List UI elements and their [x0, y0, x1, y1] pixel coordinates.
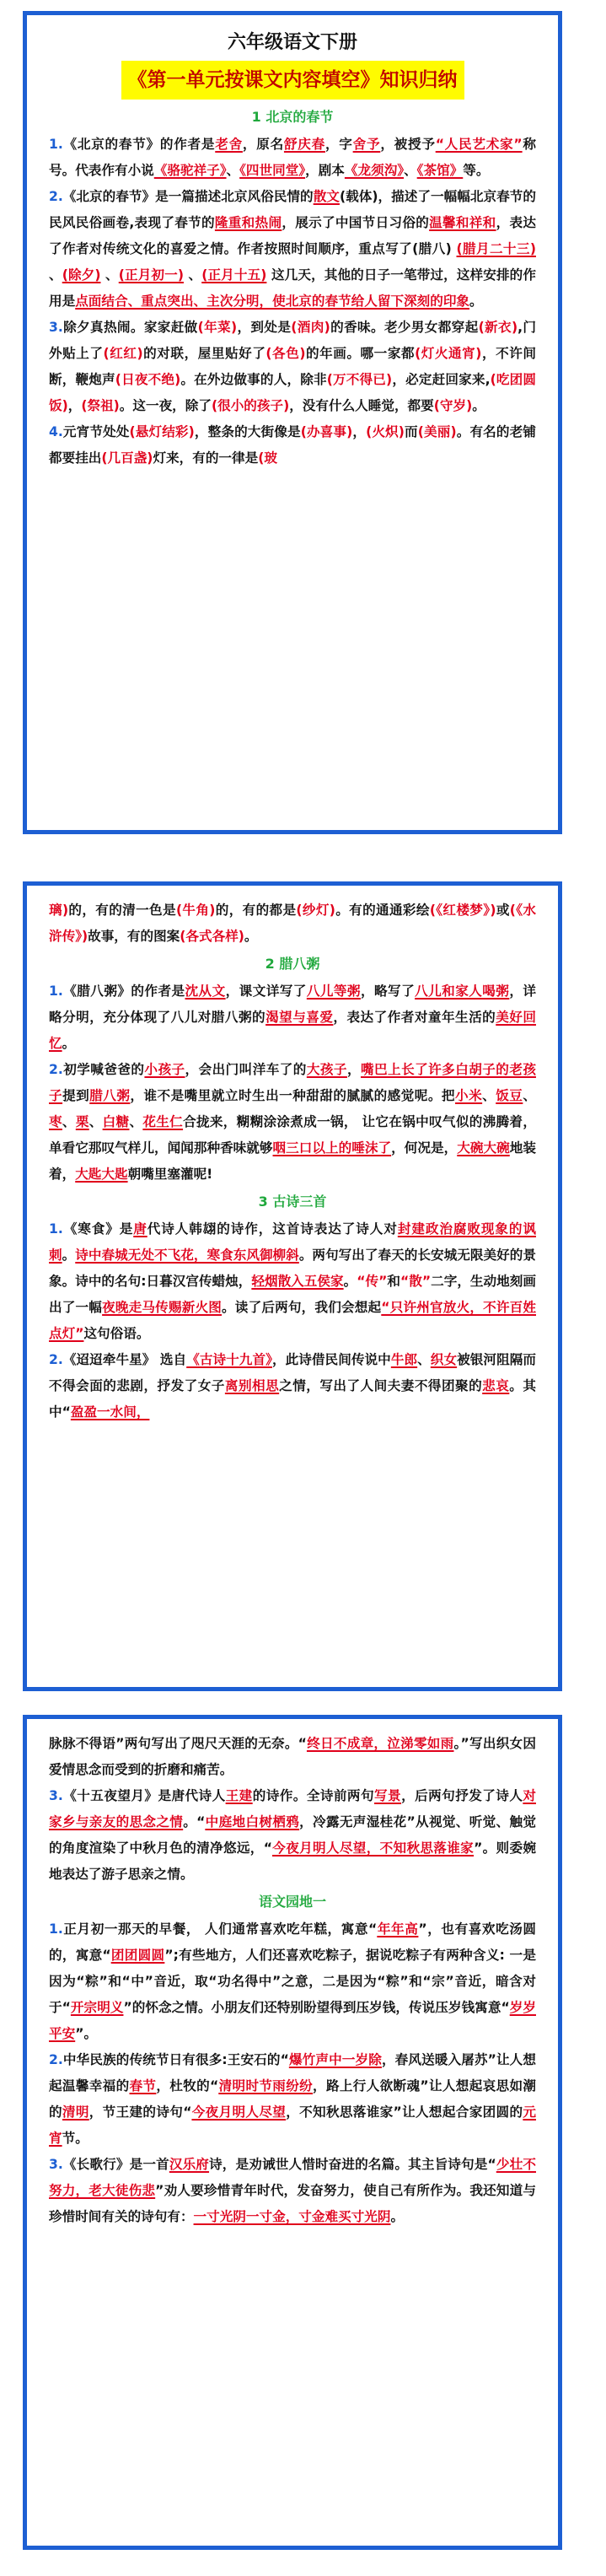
body-text: 二字，生动地刻画出了一幅 [49, 1274, 536, 1315]
item-number: 3. [49, 1788, 63, 1803]
answer-text: (玻 [258, 450, 277, 466]
body-text: 。“ [183, 1814, 206, 1830]
body-text: 之情，写出了人间夫妻不得团聚的 [279, 1378, 483, 1393]
fill-blank-paragraph [49, 1783, 536, 1888]
answer-text: (万不得已) [326, 372, 393, 387]
answer-text: “传” [357, 1274, 388, 1289]
answer-text: 诗中春城无处不飞花，寒食东风御柳斜 [75, 1248, 299, 1263]
body-text: 、 [523, 1088, 536, 1103]
answer-text: 老舍 [215, 137, 243, 152]
page-card-2 [23, 881, 562, 1691]
body-text: ，春风送暖入屠苏”让人想起温馨幸福的 [49, 2052, 536, 2094]
body-text: 合拢来，糊糊涂涂煮成一锅， 让它在锅中叹气似的沸腾着，单看它那叹气样儿，闻闻那种香味就够 [49, 1114, 536, 1156]
body-text: ， [346, 1062, 361, 1077]
answer-text: 清明 [62, 2104, 89, 2120]
body-text: 故事，有的图案 [88, 929, 180, 944]
body-text: ，到处是 [237, 320, 292, 335]
answer-text: 中庭地白树栖鸦 [205, 1814, 300, 1830]
body-text: 的香味。老少男女都穿起 [330, 320, 479, 335]
answer-text: 清明时节雨纷纷 [218, 2078, 314, 2094]
body-text: 元宵节处处 [62, 424, 130, 439]
answer-text: (很小的孩子) [211, 398, 290, 413]
answer-text: 美好回忆 [49, 1010, 536, 1051]
body-text: 朝嘴里塞灌呢! [127, 1167, 213, 1182]
body-text: 的，有的都是 [215, 903, 297, 918]
item-number: 3. [49, 2157, 63, 2172]
card-body [49, 1731, 536, 2230]
doc-title: 六年级语文下册 [227, 32, 357, 53]
body-text: ，节王建的诗句“ [88, 2104, 192, 2120]
body-text: ，字 [324, 137, 353, 152]
body-text: ， [67, 398, 82, 413]
item-number: 1. [49, 137, 63, 152]
answer-text: 牛郎 [390, 1352, 418, 1367]
fill-blank-paragraph [49, 897, 536, 950]
answer-text: 沈从文 [185, 984, 226, 999]
answer-text: 舍予 [352, 137, 381, 152]
body-text: 提到 [62, 1088, 90, 1103]
body-text: (载体)，描述了一幅幅北京春节的民风民俗画卷,表现了春节的 [49, 189, 536, 230]
answer-text: (灯火通宵) [415, 346, 482, 361]
answer-text: 舒庆春 [283, 137, 325, 152]
body-text: 的年画。哪一家都 [305, 346, 416, 361]
body-text: 称号。代表作有小说 [49, 137, 536, 178]
body-text: ， [352, 424, 367, 439]
answer-text: 白糖 [102, 1114, 130, 1129]
body-text: 地装着， [49, 1140, 536, 1182]
item-number: 2. [49, 2052, 63, 2067]
body-text: 或 [496, 903, 510, 918]
answer-text: “只许州官放火，不许百姓点灯” [49, 1300, 536, 1341]
body-text: ，会出门叫洋车了的 [185, 1062, 307, 1077]
body-text: 、 [49, 267, 62, 283]
body-text: ，表达了作者对传统文化的喜爱之情。作者按照时间顺序，重点写了(腊八) [49, 215, 536, 256]
item-number: 1. [49, 1221, 63, 1237]
section-heading: 语文园地一 [258, 1894, 326, 1910]
body-text: 。 [62, 1248, 76, 1263]
body-text: ，后两句抒发了诗人 [401, 1788, 523, 1803]
answer-text: 封建政治腐败现象的讽刺 [49, 1221, 536, 1263]
body-text: 、 [88, 1114, 103, 1129]
answer-text: 团团圆圆 [110, 1948, 165, 1963]
body-text: 。 [244, 929, 258, 944]
fill-blank-paragraph [49, 1347, 536, 1425]
body-text: 被银河阻隔而不得会面的悲剧，抒发了女子 [49, 1352, 536, 1393]
body-text: 。其中“ [49, 1378, 536, 1420]
doc-subtitle-banner [49, 61, 536, 100]
body-text: 。 [472, 398, 485, 413]
body-text: 。有的通通彩绘 [335, 903, 430, 918]
answer-text: 一寸光阴一寸金，寸金难买寸光阴 [193, 2209, 391, 2224]
body-text: ，详略分明，充分体现了八儿对腊八粥的 [49, 984, 536, 1025]
body-text: ，展示了中国节日习俗的 [282, 215, 430, 230]
body-text: 。有名的老铺都要挂出 [49, 424, 536, 466]
body-text: 这几天，其他的日子一笔带过，这样安排的作用是 [49, 267, 536, 309]
answer-text: 少壮不努力，老大徒伤悲 [49, 2157, 536, 2198]
answer-text: (除夕) [62, 267, 101, 283]
body-text: ，谁不是嘴里就立时生出一种甜甜的腻腻的感觉呢。把 [130, 1088, 455, 1103]
answer-text: (牛角) [175, 903, 216, 918]
body-text: 、 [62, 1114, 76, 1129]
fill-blank-paragraph [49, 2152, 536, 2230]
body-text: ，没有什么人睡觉，都要 [289, 398, 434, 413]
section-heading: 2 腊八粥 [265, 956, 320, 972]
body-text: 除夕真热闹。家家赶做 [62, 320, 198, 335]
answer-text: 今夜月明人尽望，不知秋思落谁家 [271, 1840, 475, 1856]
answer-text: 春节 [129, 2078, 157, 2094]
answer-text: 轻烟散入五侯家 [251, 1274, 344, 1289]
body-text: 和 [387, 1274, 400, 1289]
body-text: ”。 [75, 2026, 98, 2041]
body-text: 这句俗语。 [83, 1326, 150, 1341]
answer-text: 八儿等粥 [306, 984, 361, 999]
body-text: 。 [390, 2209, 405, 2224]
body-text: ，必定赶回家来, [392, 372, 491, 387]
answer-text: 岁岁平安 [49, 2000, 536, 2041]
answer-text: 《龙须沟》 [344, 163, 405, 178]
body-text: 《北京的春节》的作者是 [62, 137, 216, 152]
body-text: 《寒食》是 [62, 1221, 134, 1237]
answer-text: 王建 [225, 1788, 253, 1803]
answer-text: 《茶馆》 [416, 163, 464, 178]
body-text: 、 [129, 1114, 143, 1129]
answer-text: 花生仁 [142, 1114, 184, 1129]
item-number: 2. [49, 189, 63, 204]
body-text: 初学喊爸爸的 [62, 1062, 145, 1077]
answer-text: (火炽) [366, 424, 405, 439]
body-text: 等。 [463, 163, 490, 178]
answer-text: (酒肉) [291, 320, 330, 335]
body-text: 。 [469, 294, 483, 309]
answer-text: 《古诗十九首》 [186, 1352, 272, 1367]
fill-blank-paragraph [49, 132, 536, 184]
body-text: 、 [417, 1352, 431, 1367]
answer-text: 爆竹声中一岁除 [288, 2052, 382, 2067]
body-text: 的对联，屋里贴好了 [142, 346, 266, 361]
body-text: 。读了后两句，我们会想起 [222, 1300, 382, 1315]
body-text: 脉脉不得语”两句写出了咫尺天涯的无奈。“ [49, 1736, 307, 1751]
body-text: 。这一夜，除了 [119, 398, 212, 413]
body-text: 。 [343, 1274, 357, 1289]
answer-text: (守岁) [433, 398, 473, 413]
answer-text: (新衣) [478, 320, 518, 335]
body-text: ，不知秋思落谁家”让人想起合家团圆的 [286, 2104, 523, 2120]
answer-text: 悲哀 [482, 1378, 510, 1393]
body-text: ”劝人要珍惜青年时代，发奋努力，使自己有所作为。我还知道与珍惜时间有关的诗句有： [49, 2183, 536, 2224]
answer-text: 元宵 [49, 2104, 536, 2146]
answer-text: 大匙大匙 [75, 1167, 128, 1182]
body-text: ，何况是， [391, 1140, 458, 1156]
body-text: ”，也有喜欢吃汤圆的，寓意“ [49, 1921, 536, 1963]
body-text: ，原名 [242, 137, 284, 152]
item-number: 2. [49, 1352, 63, 1367]
answer-text: 渴望与喜爱 [265, 1010, 334, 1025]
answer-text: 枣 [49, 1114, 62, 1129]
body-text: ，不许间断，鞭炮声 [49, 346, 536, 387]
body-text: 《十五夜望月》是唐代诗人 [62, 1788, 226, 1803]
answer-text: (美丽) [417, 424, 457, 439]
answer-text: 散文 [313, 189, 340, 204]
body-text: ，剧本 [305, 163, 345, 178]
answer-text: (悬灯结彩) [129, 424, 195, 439]
answer-text: 大孩子 [306, 1062, 347, 1077]
body-text: 、 [404, 163, 417, 178]
answer-text: 璃) [49, 903, 69, 918]
answer-text: 今夜月明人尽望 [191, 2104, 287, 2120]
section-heading: 1 北京的春节 [251, 109, 334, 125]
answer-text: 栗 [75, 1114, 89, 1129]
answer-text: (腊月二十三) [456, 241, 536, 256]
body-text: 的，有的清一色是 [68, 903, 176, 918]
answer-text: 写景 [373, 1788, 402, 1803]
answer-text: (红红) [103, 346, 143, 361]
body-text: ,门外贴上了 [49, 320, 536, 361]
body-text: 、 [183, 267, 202, 283]
card-body [49, 105, 536, 472]
page-card-3 [23, 1715, 562, 2550]
item-number: 1. [49, 1921, 63, 1937]
body-text: 灯来，有的一律是 [153, 450, 259, 466]
answer-text: 对家乡与亲友的思念之情 [49, 1788, 536, 1830]
answer-text: (办喜事) [300, 424, 353, 439]
item-number: 3. [49, 320, 63, 335]
card-body [49, 897, 536, 1425]
body-text: 正月初一那天的早餐， 人们通常喜欢吃年糕，寓意“ [62, 1921, 378, 1937]
fill-blank-paragraph [49, 978, 536, 1057]
answer-text: 开宗明义 [70, 2000, 124, 2015]
answer-text: 《四世同堂》 [239, 163, 306, 178]
answer-text: (各色) [265, 346, 306, 361]
answer-text: (几百盏) [101, 450, 153, 466]
fill-blank-paragraph [49, 1216, 536, 1347]
answer-text: (日夜不绝) [115, 372, 181, 387]
body-text: ，表达了作者对童年生活的 [333, 1010, 496, 1025]
answer-text: 大碗大碗 [457, 1140, 510, 1156]
answer-text: 温馨和祥和 [429, 215, 496, 230]
body-text: 的诗作。全诗前两句 [252, 1788, 374, 1803]
doc-subtitle: 《第一单元按课文内容填空》知识归纳 [121, 61, 464, 100]
body-text: 。 [62, 1036, 76, 1051]
item-number: 2. [49, 1062, 63, 1077]
answer-text: 小孩子 [144, 1062, 185, 1077]
body-text: 诗，是劝诫世人惜时奋进的名篇。其主旨诗句是“ [209, 2157, 496, 2172]
body-text: 代诗人韩翃的诗作，这首诗表达了诗人对 [147, 1221, 398, 1237]
body-text: 《腊八粥》的作者是 [62, 984, 185, 999]
body-text: 节。 [62, 2131, 88, 2146]
fill-blank-paragraph [49, 419, 536, 472]
fill-blank-paragraph [49, 184, 536, 315]
body-text: 。在外边做事的人，除非 [180, 372, 327, 387]
answer-text: 隆重和热闹 [214, 215, 282, 230]
answer-text: 年年高 [377, 1921, 419, 1937]
answer-text: 离别相思 [224, 1378, 280, 1393]
answer-text: 织女 [430, 1352, 458, 1367]
answer-text: (《红楼梦》) [429, 903, 496, 918]
answer-text: 八儿和家人喝粥 [415, 984, 510, 999]
body-text: 而 [404, 424, 418, 439]
body-text: ”。则委婉地表达了游子思亲之情。 [49, 1840, 536, 1882]
answer-text: 嘴巴上长了许多白胡子的老孩子 [49, 1062, 536, 1103]
answer-text: (纱灯) [296, 903, 335, 918]
body-text: 、 [482, 1088, 496, 1103]
body-text: 《北京的春节》是一篇描述北京风俗民情的 [62, 189, 314, 204]
page-card-1 [23, 11, 562, 834]
body-text: 。两句写出了春天的长安城无限美好的景象。诗中的名句:日暮汉宫传蜡烛， [49, 1248, 536, 1289]
body-text: 《迢迢牵牛星》 选自 [62, 1352, 187, 1367]
answer-text: (祭祖) [81, 398, 120, 413]
answer-text: 唐 [133, 1221, 147, 1237]
fill-blank-paragraph [49, 1916, 536, 2047]
answer-text: “人民艺术家” [435, 137, 523, 152]
fill-blank-paragraph [49, 315, 536, 419]
body-text: ，此诗借民间传说中 [271, 1352, 391, 1367]
body-text: ”;有些地方，人们还喜欢吃粽子，据说吃粽子有两种含义: 一是因为“粽”和“中”音近，取“功名得中”之意，二是因为“粽”和“宗”音近，暗含对于“ [49, 1948, 536, 2015]
body-text: ，被授予 [380, 137, 436, 152]
section-heading: 3 古诗三首 [258, 1194, 327, 1210]
item-number: 4. [49, 424, 63, 439]
answer-text: (正月十五) [201, 267, 267, 283]
answer-text: (年菜) [197, 320, 238, 335]
answer-text: “散” [400, 1274, 432, 1289]
body-text: ，路上行人欲断魂”让人想起哀思如潮的 [49, 2078, 536, 2120]
body-text: ，课文详写了 [225, 984, 307, 999]
answer-text: 小米 [455, 1088, 483, 1103]
body-text: ，杜牧的“ [156, 2078, 219, 2094]
item-number: 1. [49, 984, 63, 999]
answer-text: 终日不成章，泣涕零如雨 [306, 1736, 454, 1751]
body-text: ，略写了 [360, 984, 416, 999]
fill-blank-paragraph [49, 1057, 536, 1188]
body-text: 。”写出织女因爱情思念而受到的折磨和痛苦。 [49, 1736, 536, 1777]
answer-text: 腊八粥 [89, 1088, 131, 1103]
answer-text: 盈盈一水间， [70, 1404, 150, 1420]
fill-blank-paragraph [49, 1731, 536, 1783]
answer-text: 《骆驼祥子》 [153, 163, 227, 178]
answer-text: 饭豆 [496, 1088, 523, 1103]
answer-text: 汉乐府 [169, 2157, 210, 2172]
answer-text: (各式各样) [180, 929, 244, 944]
answer-text: (吃团圆饭) [49, 372, 536, 413]
body-text: ，整条的大街像是 [194, 424, 301, 439]
body-text: ”的怀念之情。小朋友们还特别盼望得到压岁钱，传说压岁钱寓意“ [123, 2000, 510, 2015]
answer-text: 咽三口以上的唾沫了 [272, 1140, 392, 1156]
body-text: 、 [226, 163, 240, 178]
answer-text: 夜晚走马传赐新火图 [102, 1300, 223, 1315]
body-text: 中华民族的传统节日有很多:王安石的“ [62, 2052, 289, 2067]
body-text: 、 [100, 267, 119, 283]
body-text: 《长歌行》是一首 [62, 2157, 169, 2172]
body-text: ，冷露无声湿桂花”从视觉、听觉、触觉的角度渲染了中秋月色的清净悠远，“ [49, 1814, 536, 1856]
answer-text: (正月初一) [118, 267, 184, 283]
answer-text: 点面结合、重点突出、主次分明，使北京的春节给人留下深刻的印象 [75, 294, 470, 309]
answer-text: (《水浒传》) [49, 903, 536, 944]
fill-blank-paragraph [49, 2047, 536, 2152]
